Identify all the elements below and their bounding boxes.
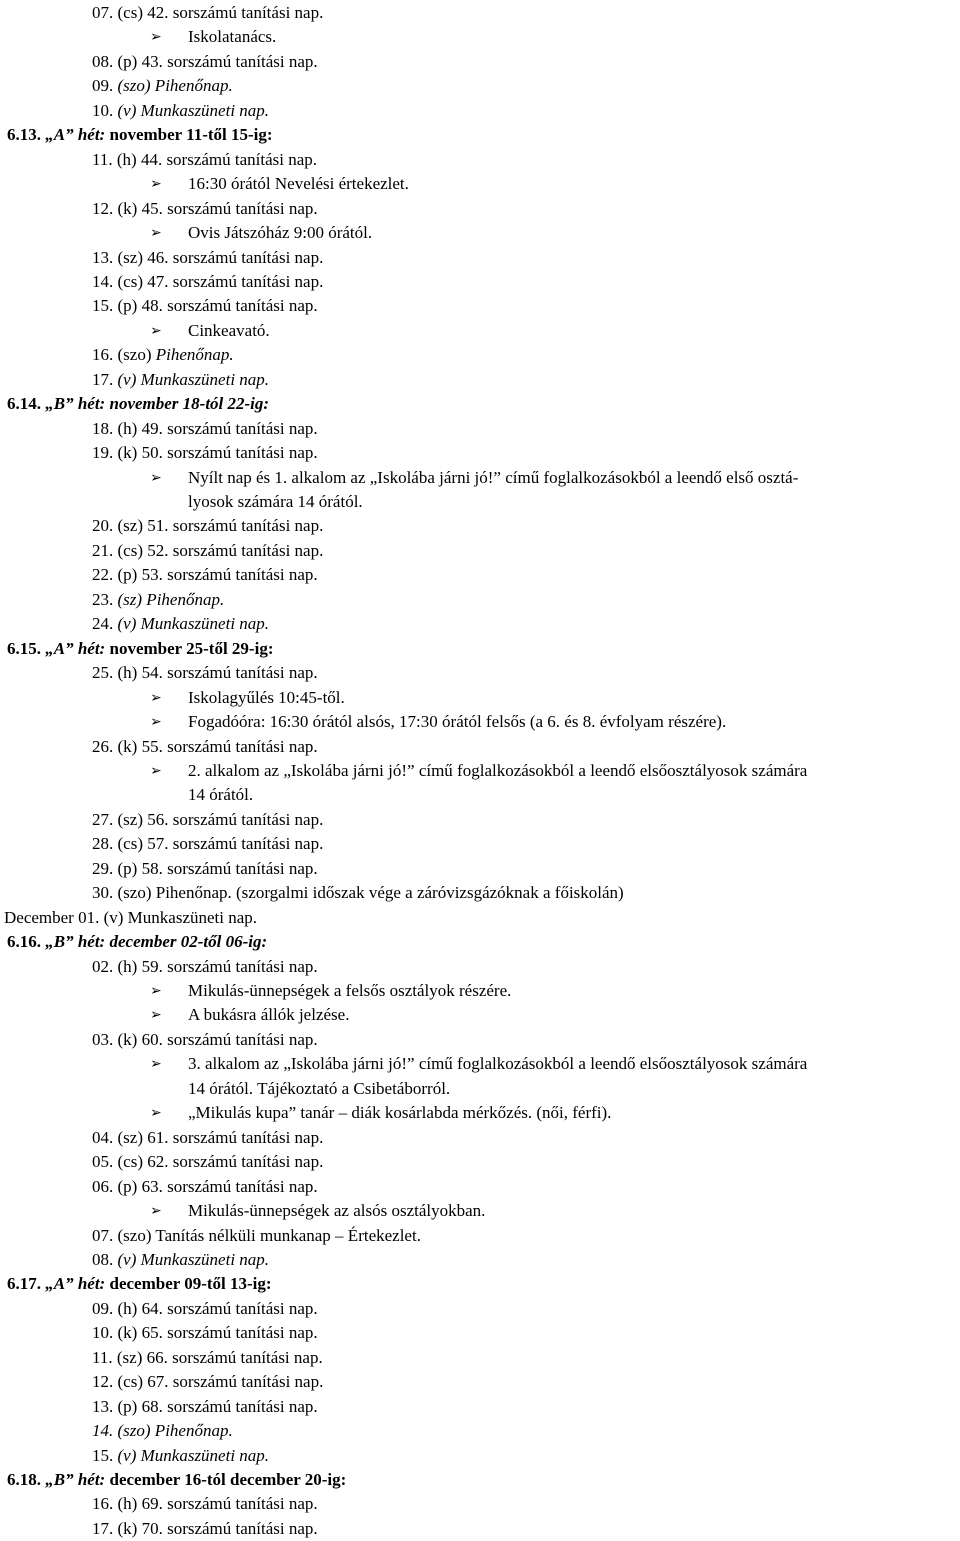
arrow-bullet-icon: ➢ <box>150 1203 162 1220</box>
schedule-day-line <box>0 368 960 392</box>
schedule-day-line: 17. (k) 70. sorszámú tanítási nap. <box>92 1518 318 1538</box>
week-label: „A” hét: <box>45 1274 106 1294</box>
day-label: 09. <box>92 76 118 96</box>
schedule-day-line: 07. (szo) Tanítás nélküli munkanap – Értekezlet. <box>92 1225 421 1245</box>
week-heading <box>0 930 960 954</box>
schedule-bullet-line <box>0 1101 960 1125</box>
holiday-label: (szo) Pihenőnap. <box>117 76 233 96</box>
day-label: 15. <box>92 1445 118 1465</box>
schedule-day-line: 03. (k) 60. sorszámú tanítási nap. <box>92 1029 318 1049</box>
week-range: december 09-től 13-ig: <box>105 1274 272 1294</box>
schedule-bullet-line <box>0 319 960 343</box>
arrow-bullet-icon: ➢ <box>150 762 162 779</box>
schedule-bullet-line <box>0 686 960 710</box>
bullet-text: Ovis Játszóház 9:00 órától. <box>188 223 373 243</box>
week-label: „B” hét: <box>45 394 106 414</box>
arrow-bullet-icon: ➢ <box>150 689 162 706</box>
week-range: december 02-től 06-ig: <box>105 932 268 952</box>
arrow-bullet-icon: ➢ <box>150 983 162 999</box>
schedule-day-line <box>0 1248 960 1272</box>
schedule-day-line <box>0 343 960 367</box>
month-line: December 01. (v) Munkaszüneti nap. <box>4 907 258 927</box>
schedule-day-line: 12. (k) 45. sorszámú tanítási nap. <box>92 198 318 218</box>
schedule-day-line: 09. (h) 64. sorszámú tanítási nap. <box>92 1298 318 1318</box>
schedule-day-line: 13. (sz) 46. sorszámú tanítási nap. <box>92 247 324 267</box>
schedule-bullet-line <box>0 1003 960 1027</box>
holiday-label: Pihenőnap. <box>155 345 234 365</box>
arrow-bullet-icon: ➢ <box>150 1105 162 1122</box>
bullet-continuation: lyosok számára 14 órától. <box>188 492 363 511</box>
bullet-text: Iskolagyűlés 10:45-től. <box>188 687 345 707</box>
schedule-day-line: 22. (p) 53. sorszámú tanítási nap. <box>92 565 318 585</box>
schedule-day-line: 26. (k) 55. sorszámú tanítási nap. <box>92 736 318 756</box>
arrow-bullet-icon: ➢ <box>150 176 162 193</box>
bullet-text: Nyílt nap és 1. alkalom az „Iskolába járni jó!” című foglalkozásokból a leendő első osztá- <box>188 467 799 487</box>
schedule-bullet-line <box>0 172 960 196</box>
schedule-day-line: 21. (cs) 52. sorszámú tanítási nap. <box>92 540 324 560</box>
schedule-day-line: 11. (sz) 66. sorszámú tanítási nap. <box>92 1347 323 1367</box>
week-heading <box>0 1468 960 1492</box>
section-number: 6.14. <box>7 394 46 414</box>
schedule-day-line: 15. (p) 48. sorszámú tanítási nap. <box>92 296 318 316</box>
holiday-label: (sz) Pihenőnap. <box>117 589 225 609</box>
schedule-day-line: 16. (h) 69. sorszámú tanítási nap. <box>92 1494 318 1514</box>
day-label: 16. (szo) <box>92 345 156 365</box>
schedule-day-line: 28. (cs) 57. sorszámú tanítási nap. <box>92 834 324 854</box>
bullet-text: Cinkeavató. <box>188 320 270 340</box>
schedule-bullet-line <box>0 759 960 783</box>
section-number: 6.18. <box>7 1470 46 1489</box>
day-label: 24. <box>92 614 118 634</box>
schedule-day-line: 08. (p) 43. sorszámú tanítási nap. <box>92 51 318 71</box>
arrow-bullet-icon: ➢ <box>150 714 162 731</box>
section-number: 6.16. <box>7 932 46 952</box>
bullet-text: Mikulás-ünnepségek az alsós osztályokban. <box>188 1201 486 1221</box>
schedule-day-line: 02. (h) 59. sorszámú tanítási nap. <box>92 956 318 976</box>
week-heading <box>0 392 960 416</box>
arrow-bullet-icon: ➢ <box>150 469 162 486</box>
schedule-day-line: 06. (p) 63. sorszámú tanítási nap. <box>92 1176 318 1196</box>
bullet-text: A bukásra állók jelzése. <box>188 1005 350 1025</box>
schedule-bullet-line <box>0 979 960 1003</box>
schedule-bullet-line <box>0 25 960 49</box>
day-label: 23. <box>92 589 118 609</box>
holiday-label: 14. (szo) Pihenőnap. <box>92 1421 233 1441</box>
bullet-text: „Mikulás kupa” tanár – diák kosárlabda mérkőzés. (női, férfi). <box>188 1103 612 1123</box>
schedule-day-line: 14. (cs) 47. sorszámú tanítási nap. <box>92 271 324 291</box>
schedule-day-line <box>0 1444 960 1468</box>
arrow-bullet-icon: ➢ <box>150 1056 162 1073</box>
bullet-text: 2. alkalom az „Iskolába járni jó!” című foglalkozásokból a leendő elsőosztályosok számára <box>188 760 808 780</box>
week-heading <box>0 637 960 661</box>
schedule-bullet-line <box>0 1052 960 1076</box>
schedule-day-line <box>0 1419 960 1443</box>
bullet-text: Mikulás-ünnepségek a felsős osztályok részére. <box>188 981 512 1000</box>
week-label: „B” hét: <box>45 1470 106 1489</box>
bullet-text: 16:30 órától Nevelési értekezlet. <box>188 174 409 194</box>
schedule-day-line <box>0 612 960 636</box>
holiday-label: (v) Munkaszüneti nap. <box>117 614 270 634</box>
week-heading <box>0 1272 960 1296</box>
schedule-day-line: 20. (sz) 51. sorszámú tanítási nap. <box>92 516 324 536</box>
schedule-day-line: 04. (sz) 61. sorszámú tanítási nap. <box>92 1127 324 1147</box>
schedule-bullet-line <box>0 466 960 490</box>
schedule-bullet-line <box>0 710 960 734</box>
schedule-day-line: 10. (k) 65. sorszámú tanítási nap. <box>92 1323 318 1343</box>
schedule-day-line: 29. (p) 58. sorszámú tanítási nap. <box>92 858 318 878</box>
holiday-label: (v) Munkaszüneti nap. <box>117 100 270 120</box>
week-heading <box>0 123 960 147</box>
schedule-day-line <box>0 99 960 123</box>
schedule-day-line <box>0 588 960 612</box>
schedule-bullet-line <box>0 1199 960 1223</box>
schedule-day-line: 13. (p) 68. sorszámú tanítási nap. <box>92 1396 318 1416</box>
week-range: december 16-tól december 20-ig: <box>105 1470 347 1489</box>
schedule-day-line <box>0 74 960 98</box>
week-range: november 11-től 15-ig: <box>105 125 273 145</box>
schedule-bullet-line <box>0 221 960 245</box>
section-number: 6.17. <box>7 1274 46 1294</box>
schedule-day-line: 07. (cs) 42. sorszámú tanítási nap. <box>92 3 324 22</box>
schedule-day-line: 27. (sz) 56. sorszámú tanítási nap. <box>92 809 324 829</box>
holiday-label: (v) Munkaszüneti nap. <box>117 1445 270 1465</box>
week-range: november 25-től 29-ig: <box>105 638 274 658</box>
bullet-text: Fogadóóra: 16:30 órától alsós, 17:30 órától felsős (a 6. és 8. évfolyam részére). <box>188 712 727 732</box>
holiday-label: (v) Munkaszüneti nap. <box>117 369 270 389</box>
schedule-day-line: 18. (h) 49. sorszámú tanítási nap. <box>92 418 318 438</box>
schedule-day-line: 05. (cs) 62. sorszámú tanítási nap. <box>92 1152 324 1172</box>
day-label: 10. <box>92 100 118 120</box>
bullet-continuation: 14 órától. Tájékoztató a Csibetáborról. <box>188 1078 451 1098</box>
bullet-text: Iskolatanács. <box>188 27 277 47</box>
bullet-continuation: 14 órától. <box>188 785 254 805</box>
arrow-bullet-icon: ➢ <box>150 29 162 46</box>
week-range: november 18-tól 22-ig: <box>105 394 270 414</box>
arrow-bullet-icon: ➢ <box>150 225 162 242</box>
schedule-day-line: 25. (h) 54. sorszámú tanítási nap. <box>92 663 318 683</box>
week-label: „A” hét: <box>45 638 106 658</box>
bullet-text: 3. alkalom az „Iskolába járni jó!” című foglalkozásokból a leendő elsőosztályosok számára <box>188 1054 808 1074</box>
schedule-day-line: 12. (cs) 67. sorszámú tanítási nap. <box>92 1372 324 1392</box>
schedule-day-line: 11. (h) 44. sorszámú tanítási nap. <box>92 149 318 169</box>
holiday-label: (v) Munkaszüneti nap. <box>117 1249 270 1269</box>
day-label: 17. <box>92 369 118 389</box>
week-label: „A” hét: <box>45 125 106 145</box>
schedule-day-line: 19. (k) 50. sorszámú tanítási nap. <box>92 443 318 463</box>
week-label: „B” hét: <box>45 932 106 952</box>
section-number: 6.13. <box>7 125 46 145</box>
arrow-bullet-icon: ➢ <box>150 1007 162 1024</box>
arrow-bullet-icon: ➢ <box>150 322 162 339</box>
schedule-day-line: 30. (szo) Pihenőnap. (szorgalmi időszak vége a záróvizsgázóknak a főiskolán) <box>92 883 624 903</box>
section-number: 6.15. <box>7 638 46 658</box>
day-label: 08. <box>92 1249 118 1269</box>
